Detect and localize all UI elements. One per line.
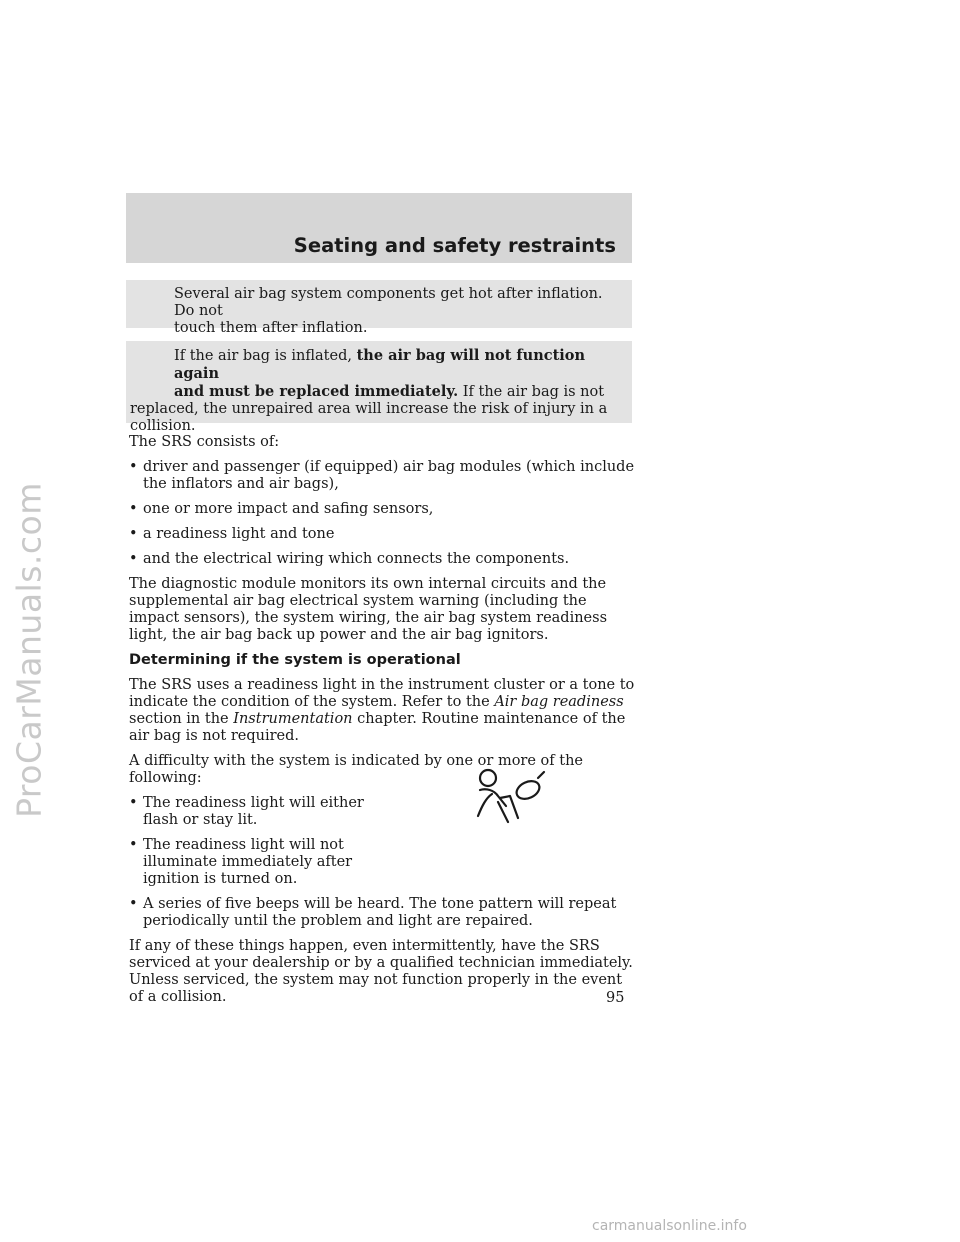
section-title: Seating and safety restraints [293, 234, 616, 257]
list-item [129, 551, 639, 568]
readiness-ref-italic: Air bag readiness [494, 694, 624, 710]
bullet-dot: • [129, 501, 138, 517]
readiness-text-3: chapter. Routine maintenance of the air bag is not required. [129, 711, 626, 744]
warning-text-line: collision. [130, 418, 196, 434]
list-item-text: a readiness light and tone [143, 526, 335, 542]
list-item [129, 837, 368, 888]
difficulty-intro: A difficulty with the system is indicated by one or more of the following: [129, 753, 583, 786]
list-item [129, 501, 639, 518]
subheading: Determining if the system is operational [129, 652, 461, 668]
side-watermark [4, 200, 54, 1100]
readiness-text-2: section in the [129, 711, 229, 727]
list-item-text: The readiness light will not illuminate immediately after ignition is turned on. [143, 837, 353, 887]
closing-paragraph: If any of these things happen, even intermittently, have the SRS serviced at your dealership or by a qualified technician immediately. Unless serviced, the system may not function properly in the event of a collision. [129, 938, 633, 1005]
bullet-dot: • [129, 837, 138, 853]
warning-text-line: replaced, the unrepaired area will increase the risk of injury in a [130, 401, 608, 417]
bottom-watermark: carmanualsonline.info [592, 1218, 747, 1234]
chapter-ref-italic: Instrumentation [233, 711, 353, 727]
warning-lead: If the air bag is inflated, [174, 348, 352, 364]
list-item [129, 896, 639, 930]
page-number: 95 [606, 990, 625, 1006]
warning-first-lines [130, 347, 624, 401]
srs-intro: The SRS consists of: [129, 434, 280, 450]
airbag-readiness-icon [474, 768, 554, 828]
bullet-dot: • [129, 795, 138, 811]
list-item [129, 795, 368, 829]
bullet-dot: • [129, 896, 138, 912]
warning-bold-1: the air bag will not function again [174, 347, 586, 382]
warning-text-line: Several air bag system components get hot after inflation. Do not [174, 286, 603, 319]
bullet-dot: • [129, 526, 138, 542]
warning-tail: If the air bag is not [462, 384, 605, 400]
list-item-text: driver and passenger (if equipped) air bag modules (which include the inflators and air bags), [143, 459, 635, 492]
side-watermark-text: ProCarManuals.com [9, 482, 49, 818]
list-item-text: and the electrical wiring which connects the components. [143, 551, 570, 567]
section-header [126, 193, 632, 263]
bullet-dot: • [129, 551, 138, 567]
list-item-text: one or more impact and safing sensors, [143, 501, 434, 517]
diagnostic-paragraph: The diagnostic module monitors its own internal circuits and the supplemental air bag electrical system warning (including the impact sensors), the system wiring, the air bag system readiness light, the air bag back up power and the air bag ignitors. [129, 576, 608, 643]
list-item-text: The readiness light will either flash or stay lit. [143, 795, 364, 828]
readiness-text-1: The SRS uses a readiness light in the instrument cluster or a tone to indicate the condition of the system. Refer to the [129, 677, 635, 710]
list-item-text: A series of five beeps will be heard. The tone pattern will repeat periodically until the problem and light are repaired. [143, 896, 617, 929]
warning-hot-components [126, 280, 632, 336]
bullet-dot: • [129, 459, 138, 475]
list-item [129, 526, 639, 543]
list-item [129, 459, 639, 493]
warning-bold-2: and must be replaced immediately. [174, 383, 459, 400]
main-content [129, 434, 639, 1014]
warning-inflated-airbag [126, 341, 632, 434]
readiness-paragraph [129, 677, 639, 745]
warning-text-line: touch them after inflation. [174, 320, 368, 336]
